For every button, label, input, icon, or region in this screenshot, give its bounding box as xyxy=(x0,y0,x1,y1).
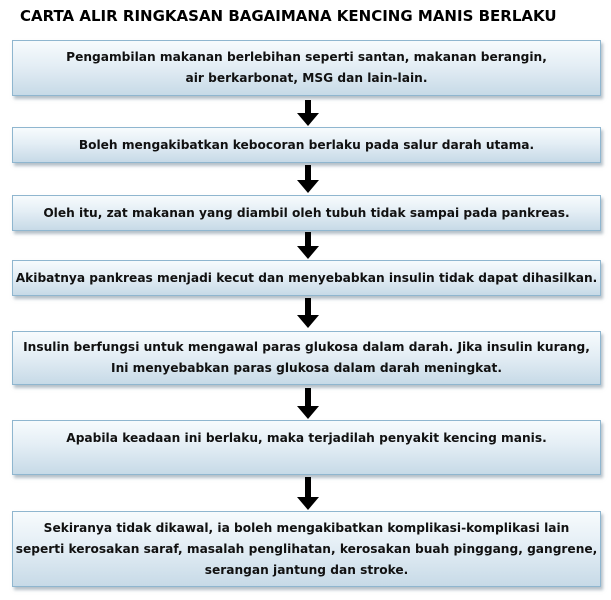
flow-step-1 xyxy=(12,40,601,96)
flow-step-7 xyxy=(12,511,601,587)
flow-arrow-6 xyxy=(297,477,319,510)
flow-step-5 xyxy=(12,331,601,385)
flow-step-3-text: Oleh itu, zat makanan yang diambil oleh tubuh tidak sampai pada pankreas. xyxy=(43,205,570,220)
flow-step-3 xyxy=(12,195,601,231)
flow-arrow-5 xyxy=(297,388,319,419)
flow-step-5-text: Insulin berfungsi untuk mengawal paras glukosa dalam darah. Jika insulin kurang, Ini menyebabkan paras glukosa dalam darah meningkat. xyxy=(23,340,590,375)
flowchart-title: CARTA ALIR RINGKASAN BAGAIMANA KENCING MANIS BERLAKU xyxy=(20,7,557,25)
flow-step-4 xyxy=(12,260,601,296)
flow-step-2 xyxy=(12,127,601,163)
flow-arrow-4 xyxy=(297,298,319,328)
flow-arrow-2 xyxy=(297,165,319,193)
flow-step-4-text: Akibatnya pankreas menjadi kecut dan menyebabkan insulin tidak dapat dihasilkan. xyxy=(15,270,598,285)
flow-arrow-1 xyxy=(297,100,319,126)
flow-step-7-text: Sekiranya tidak dikawal, ia boleh mengakibatkan komplikasi-komplikasi lain seperti kerosakan saraf, masalah penglihatan, kerosakan buah pinggang, gangrene, serangan jantung dan stroke. xyxy=(15,520,598,577)
flow-step-2-text: Boleh mengakibatkan kebocoran berlaku pada salur darah utama. xyxy=(78,137,535,152)
flow-step-6 xyxy=(12,420,601,475)
flow-arrow-3 xyxy=(297,232,319,259)
flow-step-6-text: Apabila keadaan ini berlaku, maka terjadilah penyakit kencing manis. xyxy=(66,431,547,445)
flow-step-1-text: Pengambilan makanan berlebihan seperti santan, makanan berangin, air berkarbonat, MSG dan lain-lain. xyxy=(66,50,547,85)
